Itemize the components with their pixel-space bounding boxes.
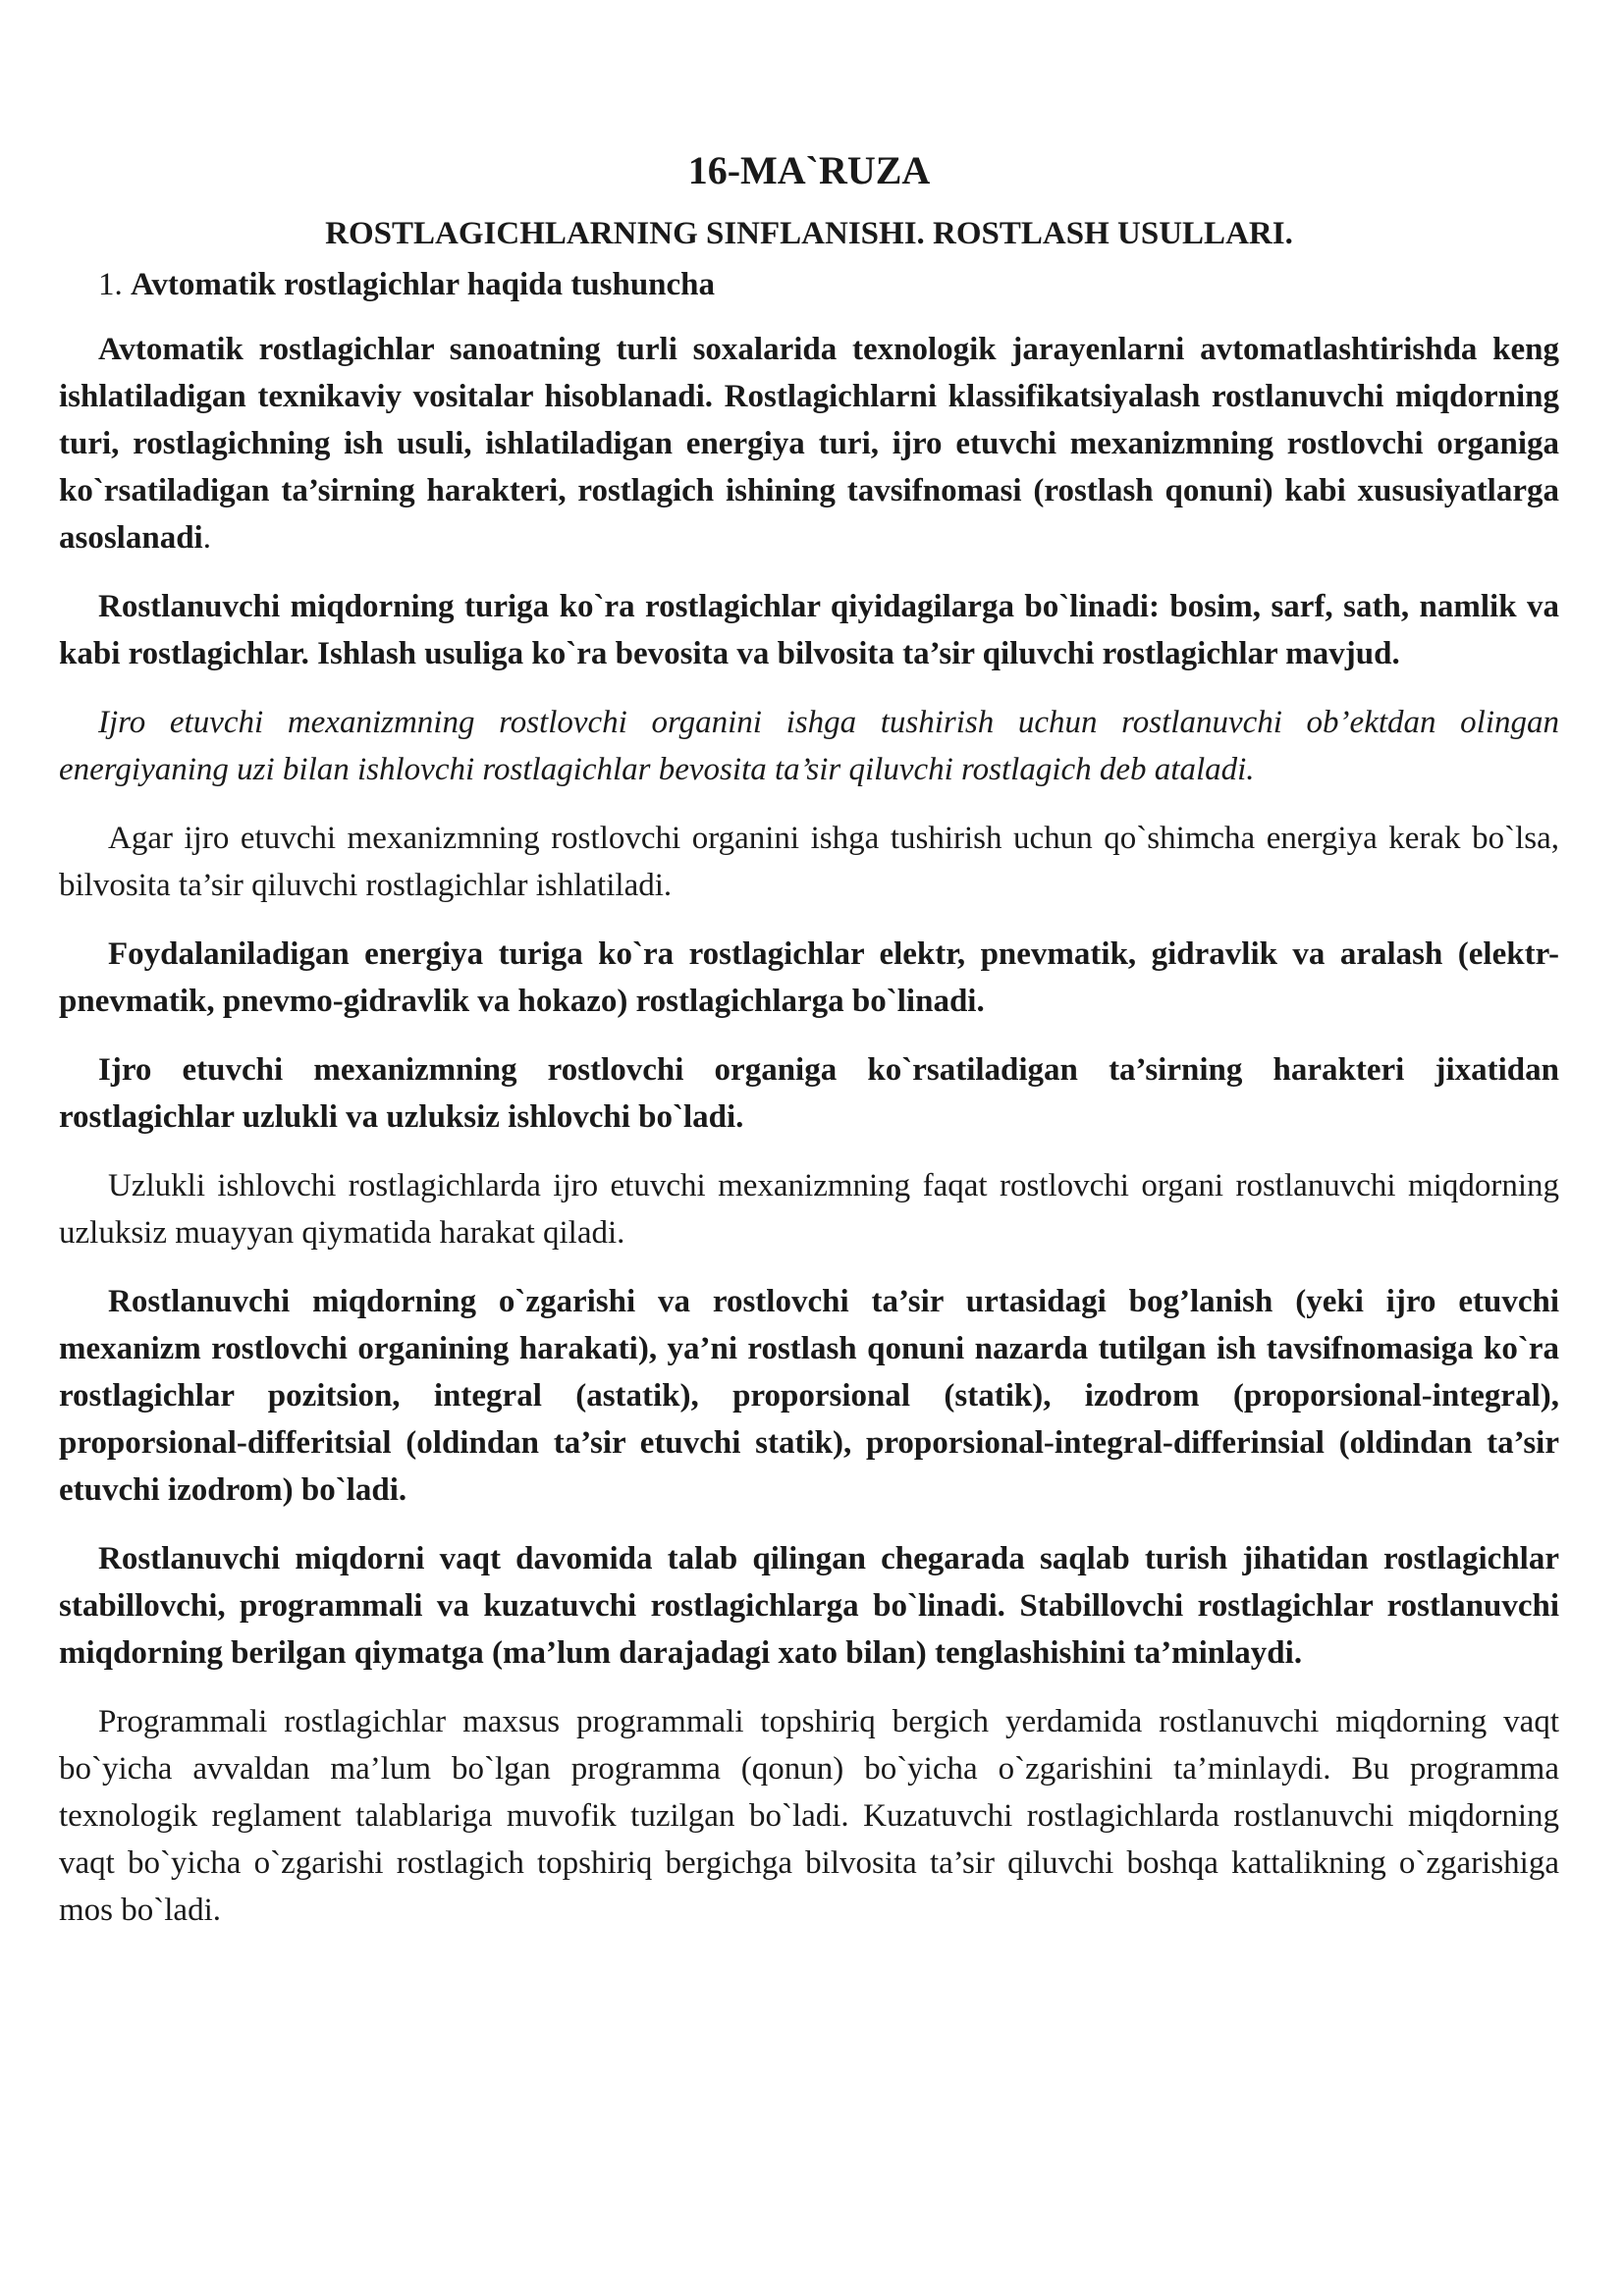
- paragraph-energy-type: Foydalaniladigan energiya turiga ko`ra rostlagichlar elektr, pnevmatik, gidravlik va aralash (elektr-pnevmatik, pnevmo-gidravlik va hokazo) rostlagichlarga bo`linadi.: [59, 936, 1559, 1019]
- section-heading: [59, 265, 1559, 304]
- paragraph-action-character: Ijro etuvchi mexanizmning rostlovchi organiga ko`rsatiladigan ta’sirning harakteri jixatidan rostlagichlar uzlukli va uzluksiz ishlovchi bo`ladi.: [59, 1052, 1559, 1135]
- paragraph-direct-action: Ijro etuvchi mexanizmning rostlovchi organini ishga tushirish uchun rostlanuvchi ob’ektdan olingan energiyaning uzi bilan ishlovchi rostlagichlar bevosita ta’sir qiluvchi rostlagich deb ataladi.: [59, 705, 1559, 787]
- section-number: 1.: [98, 267, 123, 302]
- document-page: [59, 147, 1559, 1955]
- paragraph-control-law: Rostlanuvchi miqdorning o`zgarishi va rostlovchi ta’sir urtasidagi bog’lanish (yeki ijro etuvchi mexanizm rostlovchi organining harakati), ya’ni rostlash qonuni nazarda tutilgan ish tavsifnomasiga ko`ra rostlagichlar pozitsion, integral (astatik), proporsional (statik), izodrom (proporsional-integral), proporsional-differitsial (oldindan ta’sir etuvchi statik), proporsional-integral-differinsial (oldindan ta’sir etuvchi izodrom) bo`ladi.: [59, 1284, 1559, 1508]
- paragraph-stabilizing: Rostlanuvchi miqdorni vaqt davomida talab qilingan chegarada saqlab turish jihatidan rostlagichlar stabillovchi, programmali va kuzatuvchi rostlagichlarga bo`linadi. Stabillovchi rostlagichlar rostlanuvchi miqdorning berilgan qiymatga (ma’lum darajadagi xato bilan) tenglashishini ta’minlaydi.: [59, 1541, 1559, 1671]
- paragraph-intro: [59, 326, 1559, 561]
- paragraph-discontinuous: Uzlukli ishlovchi rostlagichlarda ijro etuvchi mexanizmning faqat rostlovchi organi rostlanuvchi miqdorning uzluksiz muayyan qiymatida harakat qiladi.: [59, 1168, 1559, 1251]
- lecture-subtitle: ROSTLAGICHLARNING SINFLANISHI. ROSTLASH USULLARI.: [325, 216, 1293, 251]
- paragraph-programmed: Programmali rostlagichlar maxsus programmali topshiriq bergich yerdamida rostlanuvchi miqdorning vaqt bo`yicha avvaldan ma’lum bo`lgan programma (qonun) bo`yicha o`zgarishini ta’minlaydi. Bu programma texnologik reglament talablariga muvofik tuzilgan bo`ladi. Kuzatuvchi rostlagichlarda rostlanuvchi miqdorning vaqt bo`yicha o`zgarishi rostlagich topshiriq bergichga bilvosita ta’sir qiluvchi boshqa kattalikning o`zgarishiga mos bo`ladi.: [59, 1704, 1559, 1928]
- section-heading-text: Avtomatik rostlagichlar haqida tushuncha: [131, 267, 716, 302]
- lecture-title: 16-MA`RUZA: [687, 148, 931, 192]
- paragraph-intro-text: Avtomatik rostlagichlar sanoatning turli soxalarida texnologik jarayenlarni avtomatlashtirishda keng ishlatiladigan texnikaviy vositalar hisoblanadi. Rostlagichlarni klassifikatsiyalash rostlanuvchi miqdorning turi, rostlagichning ish usuli, ishlatiladigan energiya turi, ijro etuvchi mexanizmning rostlovchi organiga ko`rsatiladigan ta’sirning harakteri, rostlagich ishining tavsifnomasi (rostlash qonuni) kabi xususiyatlarga asoslanadi: [59, 332, 1559, 556]
- paragraph-intro-end: .: [202, 520, 211, 556]
- paragraph-indirect-action: Agar ijro etuvchi mexanizmning rostlovchi organini ishga tushirish uchun qo`shimcha energiya kerak bo`lsa, bilvosita ta’sir qiluvchi rostlagichlar ishlatiladi.: [59, 821, 1559, 903]
- paragraph-classification-by-quantity: Rostlanuvchi miqdorning turiga ko`ra rostlagichlar qiyidagilarga bo`linadi: bosim, sarf, sath, namlik va kabi rostlagichlar. Ishlash usuliga ko`ra bevosita va bilvosita ta’sir qiluvchi rostlagichlar mavjud.: [59, 589, 1559, 671]
